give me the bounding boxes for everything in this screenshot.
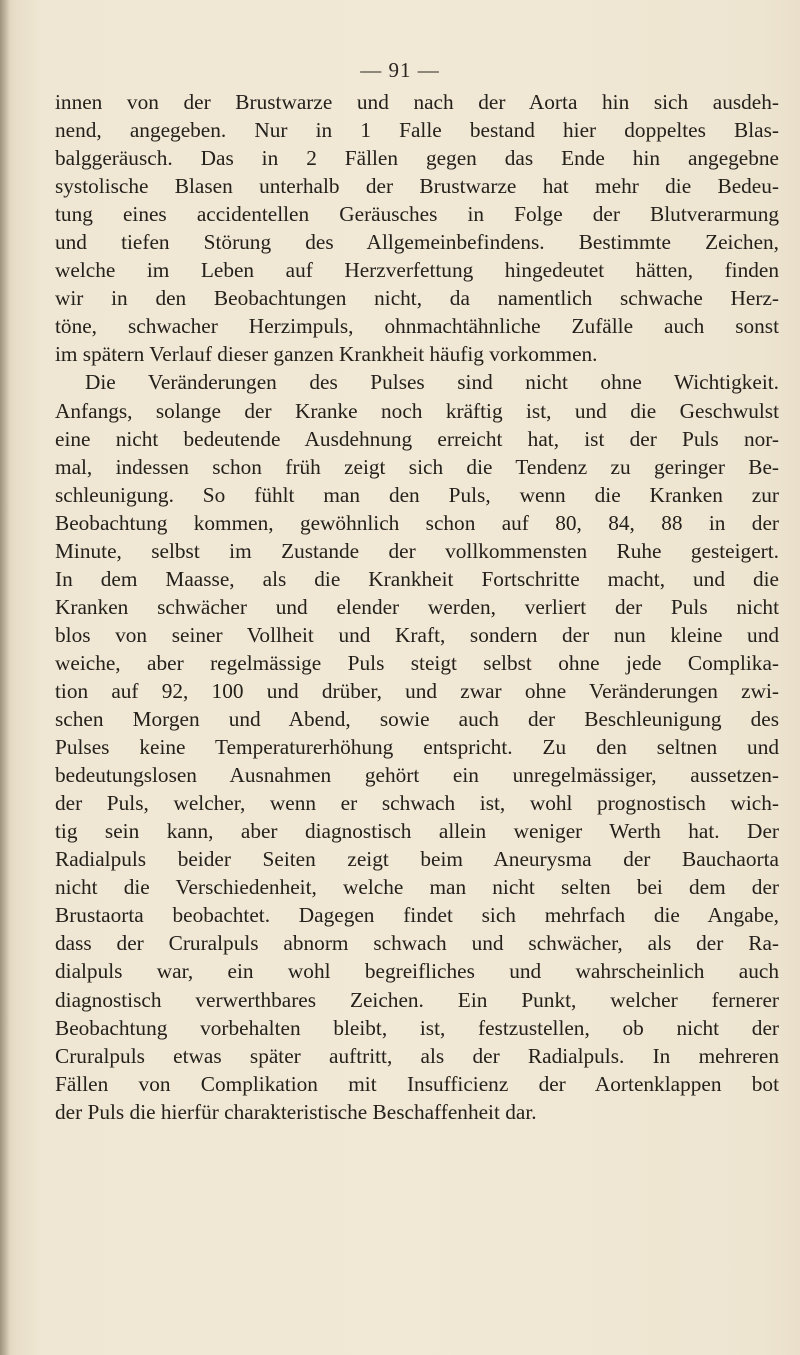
text-line: dass der Cruralpuls abnorm schwach und schwächer, als der Ra- xyxy=(55,931,779,956)
body-text xyxy=(55,88,779,1126)
text-line: welche im Leben auf Herzverfettung hingedeutet hätten, finden xyxy=(55,258,779,283)
text-line: Kranken schwächer und elender werden, verliert der Puls nicht xyxy=(55,594,779,619)
paragraph-end-line: im spätern Verlauf dieser ganzen Krankheit häufig vorkommen. xyxy=(55,342,598,367)
text-line: bedeutungslosen Ausnahmen gehört ein unregelmässiger, aussetzen- xyxy=(55,763,779,788)
text-line: schleunigung. So fühlt man den Puls, wenn die Kranken zur xyxy=(55,482,779,507)
text-line: innen von der Brustwarze und nach der Aorta hin sich ausdeh- xyxy=(55,90,779,114)
text-line: eine nicht bedeutende Ausdehnung erreicht hat, ist der Puls nor- xyxy=(55,426,779,451)
page-spine-shadow xyxy=(0,0,10,1355)
text-line: tion auf 92, 100 und drüber, und zwar ohne Veränderungen zwi- xyxy=(55,678,779,703)
text-line: Pulses keine Temperaturerhöhung entspricht. Zu den seltnen und xyxy=(55,735,779,760)
text-line: weiche, aber regelmässige Puls steigt selbst ohne jede Complika- xyxy=(55,650,779,675)
text-line: der Puls, welcher, wenn er schwach ist, wohl prognostisch wich- xyxy=(55,791,779,816)
text-line: Anfangs, solange der Kranke noch kräftig ist, und die Geschwulst xyxy=(55,398,779,423)
text-line: Minute, selbst im Zustande der vollkommensten Ruhe gesteigert. xyxy=(55,538,779,563)
text-line: blos von seiner Vollheit und Kraft, sondern der nun kleine und xyxy=(55,622,779,647)
text-line: Beobachtung kommen, gewöhnlich schon auf 80, 84, 88 in der xyxy=(55,510,779,535)
text-line: diagnostisch verwerthbares Zeichen. Ein Punkt, welcher fernerer xyxy=(55,987,779,1012)
text-line: Cruralpuls etwas später auftritt, als der Radialpuls. In mehreren xyxy=(55,1043,779,1068)
text-line: Brustaorta beobachtet. Dagegen findet sich mehrfach die Angabe, xyxy=(55,903,779,928)
text-line: Beobachtung vorbehalten bleibt, ist, festzustellen, ob nicht der xyxy=(55,1015,779,1040)
text-line: nend, angegeben. Nur in 1 Falle bestand hier doppeltes Blas- xyxy=(55,118,779,143)
text-line: töne, schwacher Herzimpuls, ohnmachtähnliche Zufälle auch sonst xyxy=(55,314,779,339)
text-line: Fällen von Complikation mit Insufficienz der Aortenklappen bot xyxy=(55,1071,779,1096)
text-line: wir in den Beobachtungen nicht, da namentlich schwache Herz- xyxy=(55,286,779,311)
text-line: dialpuls war, ein wohl begreifliches und wahrscheinlich auch xyxy=(55,959,779,984)
text-line: tig sein kann, aber diagnostisch allein weniger Werth hat. Der xyxy=(55,819,779,844)
paragraph-start-line: Die Veränderungen des Pulses sind nicht ohne Wichtigkeit. xyxy=(85,370,779,395)
paragraph-end-line: der Puls die hierfür charakteristische Beschaffenheit dar. xyxy=(55,1099,537,1124)
text-line: systolische Blasen unterhalb der Brustwarze hat mehr die Bedeu- xyxy=(55,174,779,199)
text-line: schen Morgen und Abend, sowie auch der Beschleunigung des xyxy=(55,707,779,732)
text-line: nicht die Verschiedenheit, welche man nicht selten bei dem der xyxy=(55,875,779,900)
text-line: mal, indessen schon früh zeigt sich die Tendenz zu geringer Be- xyxy=(55,454,779,479)
page-number: — 91 — xyxy=(360,58,440,82)
text-line: balggeräusch. Das in 2 Fällen gegen das Ende hin angegebne xyxy=(55,146,779,171)
text-line: Radialpuls beider Seiten zeigt beim Aneurysma der Bauchaorta xyxy=(55,847,779,872)
text-line: und tiefen Störung des Allgemeinbefindens. Bestimmte Zeichen, xyxy=(55,230,779,255)
text-line: In dem Maasse, als die Krankheit Fortschritte macht, und die xyxy=(55,566,779,591)
text-line: tung eines accidentellen Geräusches in Folge der Blutverarmung xyxy=(55,202,779,227)
